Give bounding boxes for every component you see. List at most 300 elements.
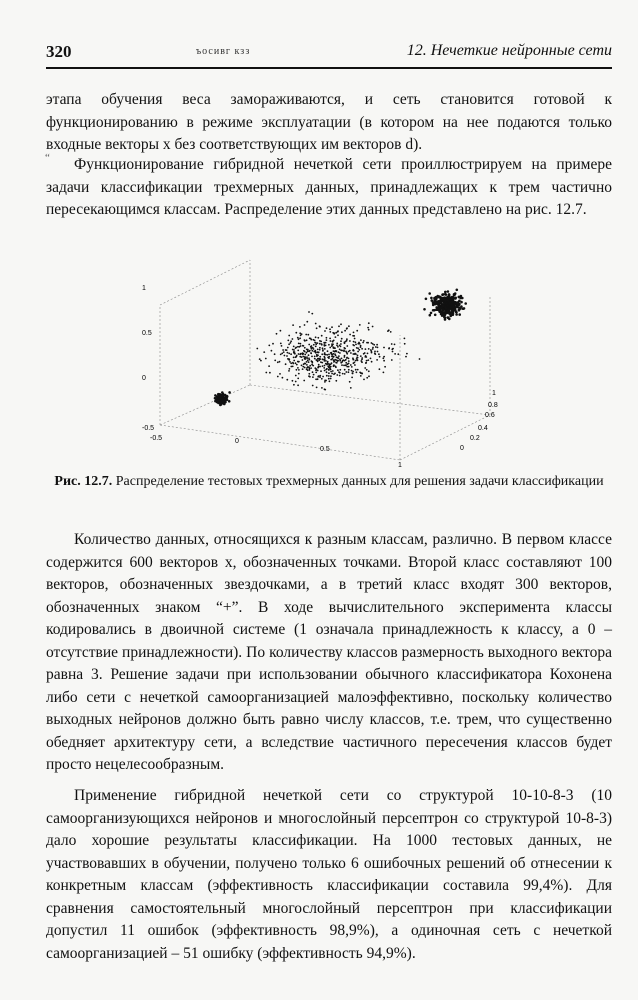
data-point (391, 359, 393, 361)
data-point (454, 297, 457, 300)
data-point (293, 346, 295, 348)
data-point (388, 347, 390, 349)
data-point (295, 332, 297, 334)
data-point (326, 368, 328, 370)
data-point (454, 309, 457, 312)
data-point (315, 323, 317, 325)
data-point (429, 314, 432, 317)
data-point (328, 378, 330, 380)
data-point (308, 373, 310, 375)
data-point (325, 345, 327, 347)
data-point (442, 305, 445, 308)
data-point (307, 334, 309, 336)
data-point (312, 385, 314, 387)
data-point (376, 359, 378, 361)
data-point (332, 370, 334, 372)
data-point (360, 355, 362, 357)
data-point (303, 363, 305, 365)
data-point (330, 371, 332, 373)
data-point (298, 353, 300, 355)
data-point (443, 316, 446, 319)
data-point (350, 364, 352, 366)
data-point (284, 355, 286, 357)
data-point (363, 379, 365, 381)
data-point (329, 338, 331, 340)
data-point (315, 352, 317, 354)
data-point (443, 302, 446, 305)
data-point (334, 351, 336, 353)
data-point (317, 378, 319, 380)
data-point (299, 326, 301, 328)
data-point (453, 303, 456, 306)
data-point (392, 351, 394, 353)
data-point (335, 366, 337, 368)
data-point (322, 347, 324, 349)
data-point (277, 361, 279, 363)
data-point (333, 365, 335, 367)
data-point (268, 345, 270, 347)
data-point (339, 345, 341, 347)
data-point (228, 391, 231, 394)
data-point (434, 314, 437, 317)
data-point (317, 376, 319, 378)
data-point (308, 354, 310, 356)
data-point (317, 337, 319, 339)
data-point (290, 353, 292, 355)
data-point (363, 353, 365, 355)
data-point (317, 370, 319, 372)
data-point (288, 343, 290, 345)
data-point (292, 349, 294, 351)
data-point (342, 359, 344, 361)
page-number: 320 (46, 42, 72, 61)
data-point (340, 362, 342, 364)
scatter-3d-figure (130, 235, 530, 467)
data-point (293, 357, 295, 359)
data-point (304, 340, 306, 342)
x-tick-label: 1 (398, 462, 402, 467)
data-point (341, 358, 343, 360)
data-point (310, 352, 312, 354)
data-point (432, 304, 435, 307)
data-point (360, 339, 362, 341)
data-point (287, 352, 289, 354)
data-point (449, 298, 452, 301)
data-point (368, 375, 370, 377)
data-point (348, 371, 350, 373)
data-point (324, 381, 326, 383)
paragraph-3: Количество данных, относящихся к разным классам, различно. В первом классе содержится 600 векторов x, обозначенных точками. Второй класс составляют 100 векторов, обозначенных звездочками, а в третий класс входят 300 векторов, обозначенных знаком “+”. В ходе вычислительного эксперимента классы кодировались в двоичной системе (1 означала принадлежность к классу, а 0 – отсутствие принадлежности). По количеству классов размерность выходного вектора равна 3. Решение задачи при использовании обычного классификатора Кохонена либо сети с нечеткой самоорганизацией малоэффективно, поскольку количество выходных нейронов должно быть равно числу классов, т.е. трем, что существенно обедняет архитектуру сети, а вследствие частичного пересечения классов будет просто нецелесообразным. (46, 531, 612, 773)
data-point (330, 375, 332, 377)
data-point (304, 351, 306, 353)
data-point (446, 310, 449, 313)
x-tick-label: 0.5 (320, 446, 330, 453)
data-point (326, 371, 328, 373)
data-point (378, 353, 380, 355)
data-point (285, 363, 287, 365)
data-point (276, 333, 278, 335)
data-point (357, 343, 359, 345)
data-point (338, 355, 340, 357)
data-point (339, 372, 341, 374)
data-point (357, 360, 359, 362)
data-point (318, 364, 320, 366)
data-point (314, 356, 316, 358)
data-point (319, 356, 321, 358)
data-point (328, 375, 330, 377)
data-point (315, 336, 317, 338)
data-point (387, 330, 389, 332)
data-point (360, 345, 362, 347)
data-point (217, 393, 220, 396)
data-point (336, 374, 338, 376)
data-point (444, 291, 447, 294)
data-point (379, 356, 381, 358)
data-point (319, 343, 321, 345)
data-point (348, 325, 350, 327)
data-point (324, 357, 326, 359)
data-point (319, 366, 321, 368)
data-point (338, 351, 340, 353)
data-point (308, 359, 310, 361)
data-point (293, 360, 295, 362)
data-point (441, 310, 444, 313)
data-point (315, 372, 317, 374)
data-point (444, 300, 447, 303)
scan-artifact-marks: ъосивг кзз (196, 46, 251, 57)
data-point (313, 344, 315, 346)
x-tick-label: 0 (235, 438, 239, 445)
data-point (383, 356, 385, 358)
data-point (337, 357, 339, 359)
data-point (430, 312, 433, 315)
paragraph-2: Функционирование гибридной нечеткой сети проиллюстрируем на примере задачи классификации трехмерных данных, принадлежащих к трем частично пересекающимся классам. Распределение этих данных представлено на рис. 12.7. (46, 156, 612, 218)
data-point (351, 377, 353, 379)
data-point (354, 364, 356, 366)
paragraph-1: этапа обучения веса замораживаются, и сеть становится готовой к функционированию в режиме эксплуатации (в котором на нее подаются только входные векторы x без соответствующих им векторов d). (46, 91, 612, 153)
data-point (397, 353, 399, 355)
data-point (375, 346, 377, 348)
data-point (349, 381, 351, 383)
caption-label: Рис. 12.7. (54, 474, 113, 489)
data-point (394, 353, 396, 355)
data-point (306, 321, 308, 323)
data-point (320, 370, 322, 372)
data-point (357, 357, 359, 359)
data-point (308, 311, 310, 313)
data-point (383, 372, 385, 374)
data-point (221, 391, 224, 394)
data-point (217, 401, 220, 404)
data-point (448, 293, 451, 296)
data-point (353, 359, 355, 361)
data-point (311, 356, 313, 358)
data-point (361, 359, 363, 361)
data-point (283, 351, 285, 353)
data-point (322, 376, 324, 378)
data-point (361, 373, 363, 375)
data-point (324, 365, 326, 367)
data-point (309, 365, 311, 367)
data-point (219, 397, 222, 400)
data-point (287, 358, 289, 360)
data-point (326, 327, 328, 329)
data-point (292, 338, 294, 340)
data-point (306, 361, 308, 363)
data-point (297, 367, 299, 369)
data-point (336, 359, 338, 361)
data-point (359, 324, 361, 326)
data-point (293, 384, 295, 386)
data-point (314, 367, 316, 369)
data-point (320, 341, 322, 343)
data-point (321, 344, 323, 346)
data-point (346, 338, 348, 340)
data-point (288, 353, 290, 355)
data-point (342, 373, 344, 375)
data-point (297, 384, 299, 386)
data-point (341, 331, 343, 333)
data-point (444, 293, 447, 296)
data-point (440, 296, 443, 299)
data-point (298, 369, 300, 371)
data-point (355, 344, 357, 346)
data-point (441, 293, 444, 296)
data-point (331, 326, 333, 328)
data-point (428, 292, 431, 295)
data-point (360, 360, 362, 362)
data-point (336, 343, 338, 345)
data-point (361, 348, 363, 350)
data-point (324, 330, 326, 332)
data-point (443, 296, 446, 299)
data-point (337, 346, 339, 348)
data-point (324, 370, 326, 372)
data-point (371, 361, 373, 363)
data-point (368, 329, 370, 331)
data-point (325, 360, 327, 362)
data-point (460, 305, 463, 308)
data-point (339, 349, 341, 351)
data-point (325, 354, 327, 356)
data-point (353, 341, 355, 343)
data-point (355, 341, 357, 343)
data-point (280, 330, 282, 332)
data-point (297, 350, 299, 352)
z-tick-label: -0.5 (142, 425, 155, 432)
data-point (346, 345, 348, 347)
data-point (372, 347, 374, 349)
data-point (423, 308, 426, 311)
x-tick-label: -0.5 (150, 435, 163, 442)
data-point (370, 349, 372, 351)
data-point (352, 372, 354, 374)
data-point (331, 354, 333, 356)
data-point (450, 311, 453, 314)
data-point (344, 373, 346, 375)
data-point (328, 356, 330, 358)
data-point (456, 289, 459, 292)
data-point (321, 378, 323, 380)
data-point (353, 332, 355, 334)
z-tick-label: 0.5 (142, 330, 152, 337)
data-point (337, 334, 339, 336)
data-point (331, 373, 333, 375)
data-point (351, 366, 353, 368)
data-point (259, 358, 261, 360)
data-point (302, 366, 304, 368)
data-point (374, 353, 376, 355)
data-point (292, 366, 294, 368)
data-point (368, 348, 370, 350)
data-point (314, 340, 316, 342)
data-point (349, 334, 351, 336)
data-point (356, 330, 358, 332)
data-point (324, 389, 326, 391)
data-point (326, 375, 328, 377)
data-point (297, 361, 299, 363)
data-point (333, 373, 335, 375)
data-point (326, 337, 328, 339)
data-point (339, 375, 341, 377)
data-point (452, 296, 455, 299)
data-point (340, 323, 342, 325)
data-point (404, 343, 406, 345)
data-point (353, 335, 355, 337)
data-point (280, 354, 282, 356)
data-point (335, 380, 337, 382)
data-point (265, 372, 267, 374)
data-point (371, 352, 373, 354)
axis-line (250, 385, 490, 415)
data-point (214, 394, 217, 397)
data-point (279, 373, 281, 375)
data-point (405, 356, 407, 358)
data-point (321, 335, 323, 337)
data-point (335, 332, 337, 334)
data-point (308, 361, 310, 363)
data-point (306, 368, 308, 370)
data-point (286, 349, 288, 351)
data-point (281, 353, 283, 355)
data-point (304, 354, 306, 356)
data-point (294, 351, 296, 353)
data-point (289, 368, 291, 370)
data-point (344, 342, 346, 344)
data-point (296, 369, 298, 371)
data-point (292, 363, 294, 365)
data-point (346, 328, 348, 330)
page-header (46, 42, 612, 66)
paragraph-4: Применение гибридной нечеткой сети со структурой 10-10-8-3 (10 самоорганизующихся нейронов и многослойный персептрон со структурой 10-8-3) дало хорошие результаты классификации. На 1000 тестовых данных, не участвовавших в обучении, получено только 6 ошибочных решений об отнесении к конкретным классам (эффективность классификации составила 99,4%). Для сравнения самостоятельный многослойный персептрон при классификации допустил 11 ошибок (эффективность 98,9%), а одиночная сеть с нечеткой самоорганизацией – 51 ошибку (эффективность 94,9%). (46, 787, 612, 962)
data-point (330, 359, 332, 361)
data-point (330, 352, 332, 354)
data-point (458, 296, 461, 299)
data-point (326, 364, 328, 366)
y-tick-label: 0.2 (470, 435, 480, 442)
data-point (377, 351, 379, 353)
data-point (354, 338, 356, 340)
y-tick-label: 0.6 (485, 412, 495, 419)
data-point (279, 361, 281, 363)
data-point (390, 331, 392, 333)
data-point (298, 373, 300, 375)
data-point (321, 387, 323, 389)
data-point (295, 356, 297, 358)
data-point (305, 334, 307, 336)
data-point (322, 358, 324, 360)
data-point (322, 365, 324, 367)
data-point (368, 322, 370, 324)
data-point (329, 328, 331, 330)
data-point (384, 366, 386, 368)
data-point (458, 304, 461, 307)
data-point (331, 362, 333, 364)
data-point (366, 360, 368, 362)
data-point (358, 349, 360, 351)
data-point (337, 369, 339, 371)
data-point (357, 369, 359, 371)
header-rule (46, 67, 612, 69)
data-point (282, 377, 284, 379)
data-point (277, 376, 279, 378)
y-tick-label: 1 (492, 390, 496, 397)
data-point (326, 339, 328, 341)
data-point (382, 357, 384, 359)
data-point (333, 359, 335, 361)
data-point (344, 330, 346, 332)
data-point (303, 380, 305, 382)
data-point (225, 396, 228, 399)
data-point (356, 371, 358, 373)
data-point (308, 344, 310, 346)
data-point (311, 362, 313, 364)
data-point (367, 327, 369, 329)
data-point (329, 331, 331, 333)
data-point (302, 359, 304, 361)
data-point (269, 372, 271, 374)
data-point (435, 296, 438, 299)
data-point (309, 376, 311, 378)
data-point (314, 342, 316, 344)
data-point (363, 340, 365, 342)
data-point (286, 355, 288, 357)
data-point (311, 348, 313, 350)
data-point (372, 326, 374, 328)
data-point (450, 303, 453, 306)
data-point (281, 345, 283, 347)
data-point (325, 342, 327, 344)
data-point (260, 360, 262, 362)
data-point (302, 356, 304, 358)
data-point (319, 376, 321, 378)
data-point (290, 342, 292, 344)
data-point (345, 362, 347, 364)
data-point (372, 343, 374, 345)
data-point (328, 372, 330, 374)
data-point (288, 370, 290, 372)
data-point (314, 358, 316, 360)
data-point (357, 351, 359, 353)
axis-line (160, 385, 250, 425)
y-tick-label: 0.4 (478, 425, 488, 432)
data-point (453, 293, 456, 296)
data-point (317, 361, 319, 363)
data-point (300, 345, 302, 347)
data-point (458, 309, 461, 312)
data-point (383, 347, 385, 349)
data-point (367, 353, 369, 355)
